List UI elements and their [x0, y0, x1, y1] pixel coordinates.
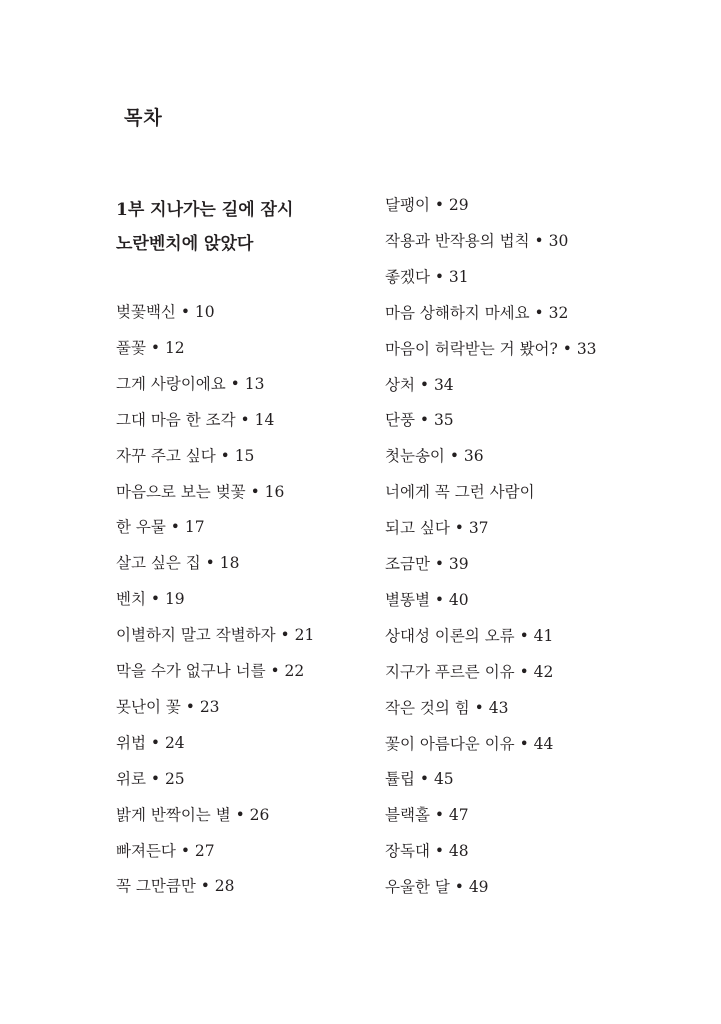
- toc-entry: 좋겠다 • 31: [385, 267, 469, 286]
- toc-entry: 블랙홀 • 47: [385, 806, 469, 825]
- toc-entry: 그게 사랑이에요 • 13: [116, 374, 265, 393]
- part-heading: [116, 193, 293, 261]
- toc-entry: 작은 것의 힘 • 43: [385, 698, 509, 717]
- toc-entry: 지구가 푸르른 이유 • 42: [385, 662, 554, 681]
- toc-entry: 자꾸 주고 싶다 • 15: [116, 446, 255, 465]
- toc-entry: 벤치 • 19: [116, 590, 185, 609]
- toc-entry: 꼭 그만큼만 • 28: [116, 877, 235, 896]
- toc-entry: 못난이 꽃 • 23: [116, 697, 220, 716]
- toc-entry: 상대성 이론의 오류 • 41: [385, 626, 554, 645]
- toc-entry: 꽃이 아름다운 이유 • 44: [385, 734, 554, 753]
- toc-entry: 너에게 꼭 그런 사람이: [385, 483, 535, 502]
- toc-entry: 풀꽃 • 12: [116, 338, 185, 357]
- toc-entry: 첫눈송이 • 36: [385, 447, 484, 466]
- toc-entry: 마음으로 보는 벚꽃 • 16: [116, 482, 285, 501]
- toc-entry: 튤립 • 45: [385, 770, 454, 789]
- toc-entry: 별똥별 • 40: [385, 590, 469, 609]
- toc-entry: 위로 • 25: [116, 769, 185, 788]
- toc-title: 목차: [124, 107, 163, 129]
- toc-entry: 위법 • 24: [116, 733, 185, 752]
- toc-entry: 막을 수가 없구나 너를 • 22: [116, 662, 305, 680]
- toc-entry: 조금만 • 39: [385, 555, 469, 573]
- toc-entry: 벚꽃백신 • 10: [116, 303, 215, 321]
- toc-entry: 우울한 달 • 49: [385, 878, 489, 897]
- part-heading-line-2: 노란벤치에 앉았다: [116, 234, 254, 254]
- toc-entry: 작용과 반작용의 법칙 • 30: [385, 231, 569, 250]
- toc-entry: 마음이 허락받는 거 봤어? • 33: [385, 339, 597, 358]
- toc-entry: 마음 상해하지 마세요 • 32: [385, 303, 569, 322]
- toc-entry: 살고 싶은 집 • 18: [116, 554, 240, 573]
- toc-entry: 한 우물 • 17: [116, 518, 205, 537]
- toc-entry: 그대 마음 한 조각 • 14: [116, 410, 275, 429]
- toc-entry: 상처 • 34: [385, 375, 454, 394]
- toc-entry: 장독대 • 48: [385, 842, 469, 861]
- toc-entry: 단풍 • 35: [385, 411, 454, 430]
- toc-entry: 밝게 반짝이는 별 • 26: [116, 805, 270, 824]
- part-heading-line-1: 1부 지나가는 길에 잠시: [116, 200, 294, 220]
- toc-entry: 이별하지 말고 작별하자 • 21: [116, 626, 315, 645]
- toc-entry: 되고 싶다 • 37: [385, 519, 489, 538]
- toc-entry: 빠져든다 • 27: [116, 841, 215, 860]
- toc-entry: 달팽이 • 29: [385, 196, 469, 214]
